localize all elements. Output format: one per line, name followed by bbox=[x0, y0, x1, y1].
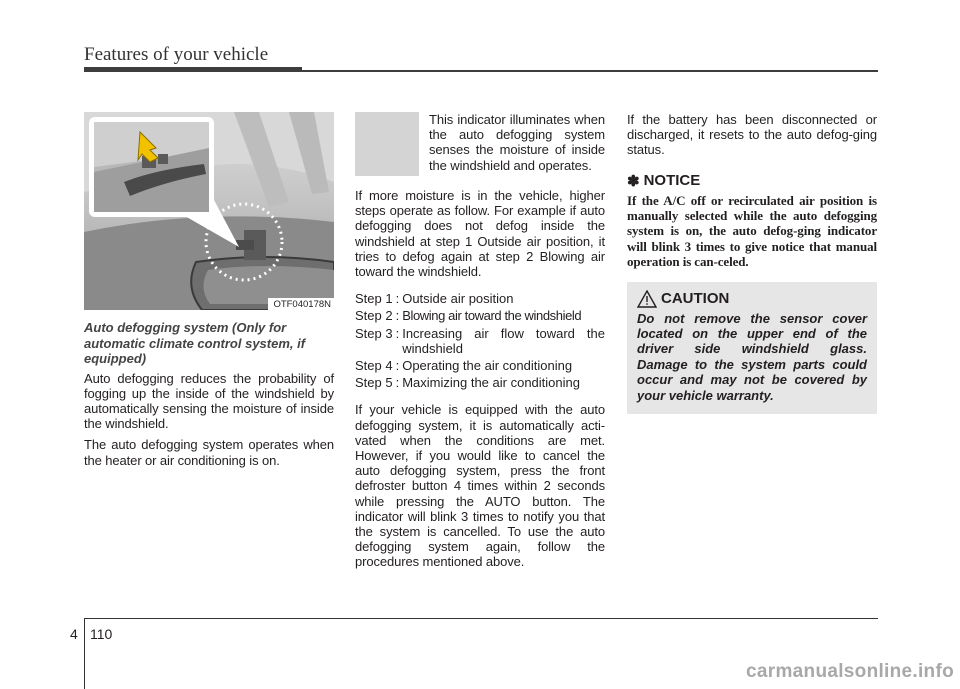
list-item: Step 4 : Operating the air conditioning bbox=[355, 358, 605, 373]
column-middle bbox=[355, 112, 605, 570]
chapter-number: 4 bbox=[70, 626, 78, 642]
footer-rule-horizontal bbox=[84, 618, 878, 619]
step-list bbox=[355, 291, 605, 390]
operation-paragraph: The auto defogging system operates when the heater or air conditioning is on. bbox=[84, 437, 334, 468]
notice-title: NOTICE bbox=[643, 172, 701, 190]
windshield-sensor-illustration bbox=[84, 112, 334, 310]
step-text: Maximizing the air conditioning bbox=[402, 375, 580, 391]
list-item: Step 2 : Blowing air toward the windshield bbox=[355, 308, 605, 323]
indicator-row bbox=[355, 112, 605, 176]
section-subheading: Auto defogging system (Only for automatic climate control system, if equipped) bbox=[84, 320, 306, 366]
step-label: Step 5 bbox=[355, 375, 393, 391]
step-label: Step 2 bbox=[355, 308, 393, 324]
header-rule-thin bbox=[302, 70, 878, 72]
cancel-paragraph: If your vehicle is equipped with the auto defogging system, it is automatically acti-vated when the conditions are met. However, if you would like to cancel the auto defogging system, press the front defroster button 4 times within 2 seconds while pressing the AUTO button. The indicator will blink 3 times to notify you that the system is cancelled. To use the auto defogging system again, follow the procedures mentioned above. bbox=[355, 402, 605, 570]
indicator-description: This indicator illuminates when the auto defogging system senses the moisture of inside the windshield and operates. bbox=[429, 112, 605, 173]
list-item: Step 1 : Outside air position bbox=[355, 291, 605, 306]
battery-paragraph: If the battery has been disconnected or discharged, it resets to the auto defog-ging status. bbox=[627, 112, 877, 158]
footer-rule-vertical bbox=[84, 618, 85, 689]
step-text: Increasing air flow toward the windshield bbox=[402, 325, 605, 356]
sensor-figure bbox=[84, 112, 334, 310]
caution-heading bbox=[637, 290, 867, 308]
list-item: Step 5 : Maximizing the air conditioning bbox=[355, 375, 605, 390]
step-label: Step 1 bbox=[355, 291, 393, 307]
intro-paragraph: Auto defogging reduces the probability of fogging up the inside of the windshield by automatically sensing the moisture of inside the windshield. bbox=[84, 370, 334, 432]
moisture-paragraph: If more moisture is in the vehicle, higher steps operate as follow. For example if auto defogging does not defog inside the windshield at step 1 Outside air position, it tries to defog again at step 2 Blowing air toward the windshield. bbox=[355, 188, 605, 280]
column-right bbox=[627, 112, 877, 414]
caution-body: Do not remove the sensor cover located on the upper end of the driver side windshield glass. Damage to the system parts could occur and may not be covered by your vehicle warranty. bbox=[637, 310, 867, 403]
watermark-text: carmanualsonline.info bbox=[746, 661, 954, 682]
step-label: Step 3 bbox=[355, 325, 393, 341]
list-item: Step 3 : Increasing air flow toward the windshield bbox=[355, 325, 605, 356]
step-text: Outside air position bbox=[402, 291, 514, 307]
notice-body: If the A/C off or recirculated air position is manually selected while the auto defogging system is on, the auto defog-ging indicator will blink 3 times to give notice that manual operation is can-celed. bbox=[627, 192, 877, 270]
notice-asterisk-icon: ✽ bbox=[627, 172, 640, 190]
page-header-title: Features of your vehicle bbox=[84, 44, 269, 65]
step-text: Blowing air toward the windshield bbox=[402, 308, 582, 324]
page-number: 110 bbox=[90, 626, 113, 642]
step-text: Operating the air conditioning bbox=[402, 358, 573, 374]
caution-title: CAUTION bbox=[661, 290, 730, 308]
defog-indicator-image bbox=[355, 112, 419, 176]
figure-caption: OTF040178N bbox=[268, 298, 334, 310]
caution-box bbox=[627, 282, 877, 414]
column-left bbox=[84, 112, 334, 468]
warning-triangle-icon bbox=[637, 290, 657, 308]
step-label: Step 4 bbox=[355, 358, 393, 374]
notice-heading bbox=[627, 172, 877, 190]
header-rule-thick bbox=[84, 67, 302, 72]
